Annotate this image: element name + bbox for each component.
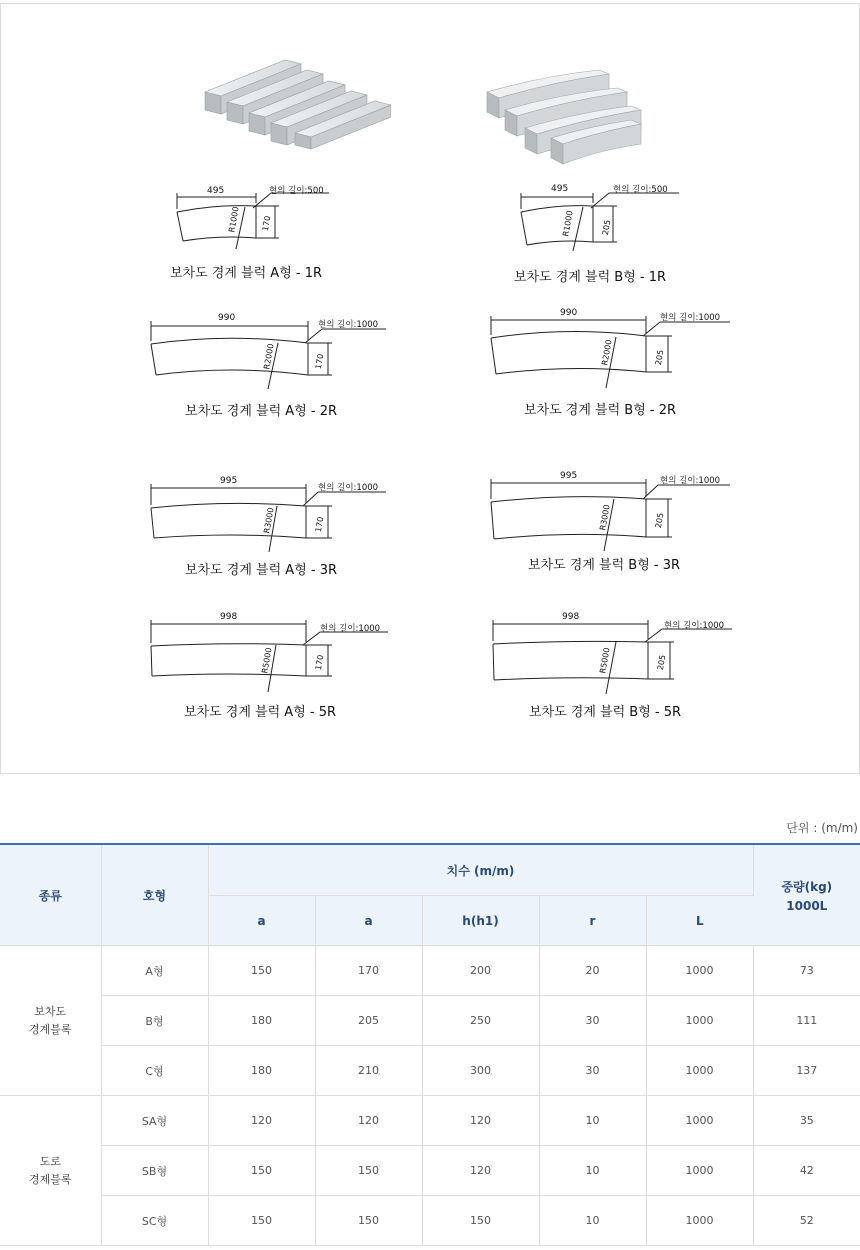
table-row <box>0 1046 860 1096</box>
cell-weight: 42 <box>753 1146 860 1196</box>
cell-a2: 150 <box>315 1196 422 1246</box>
group-name-line2: 경계블록 <box>28 1022 72 1036</box>
cell-a1: 180 <box>208 1046 315 1096</box>
dim-height: 205 <box>655 654 668 671</box>
dim-chord-length-note: 현의 길이:1000 <box>320 624 381 634</box>
header-weight <box>753 844 860 946</box>
cell-r: 30 <box>539 996 646 1046</box>
caption-a-5r: 보차도 경계 블럭 A형 - 5R <box>184 705 337 720</box>
table-row <box>0 1196 860 1246</box>
caption-b-1r: 보차도 경계 블럭 B형 - 1R <box>514 270 667 285</box>
cell-a1: 150 <box>208 1146 315 1196</box>
caption-a-3r: 보차도 경계 블럭 A형 - 3R <box>185 563 338 578</box>
dim-radius: R5000 <box>598 646 612 675</box>
caption-a-1r: 보차도 경계 블럭 A형 - 1R <box>170 266 323 281</box>
drawing-a-2r <box>146 309 396 389</box>
group-name-line1: 보차도 <box>34 1004 67 1018</box>
dim-radius: R1000 <box>227 205 241 234</box>
figure-panel <box>0 3 860 774</box>
dim-height: 205 <box>653 349 666 366</box>
cell-a2: 170 <box>315 946 422 996</box>
caption-a-2r: 보차도 경계 블럭 A형 - 2R <box>185 404 338 419</box>
table-row <box>0 1146 860 1196</box>
cell-r: 20 <box>539 946 646 996</box>
drawing-b-1r-graphic <box>511 179 701 249</box>
dim-chord-length-note: 현의 길이:1000 <box>318 483 379 493</box>
table-row <box>0 996 860 1046</box>
cell-h: 200 <box>422 946 539 996</box>
group-name-line1: 도로 <box>39 1154 61 1168</box>
cell-r: 10 <box>539 1096 646 1146</box>
cell-a2: 120 <box>315 1096 422 1146</box>
dim-chord-length-note: 현의 길이:500 <box>269 186 324 196</box>
cell-weight: 137 <box>753 1046 860 1096</box>
dim-radius: R2000 <box>262 342 276 371</box>
cell-a2: 150 <box>315 1146 422 1196</box>
header-type: 종류 <box>0 844 101 946</box>
cell-l: 1000 <box>646 1096 753 1146</box>
cell-a2: 210 <box>315 1046 422 1096</box>
dim-chord: 990 <box>560 308 578 318</box>
caption-b-2r: 보차도 경계 블럭 B형 - 2R <box>524 403 677 418</box>
cell-model: C형 <box>101 1046 208 1096</box>
caption-b-5r: 보차도 경계 블럭 B형 - 5R <box>529 705 682 720</box>
header-dimensions: 치수 (m/m) <box>208 844 753 896</box>
unit-label: 단위 : (m/m) <box>786 821 858 835</box>
cell-h: 120 <box>422 1096 539 1146</box>
header-dim-h: h(h1) <box>422 896 539 946</box>
cell-h: 300 <box>422 1046 539 1096</box>
cell-r: 30 <box>539 1046 646 1096</box>
caption-b-3r: 보차도 경계 블럭 B형 - 3R <box>528 558 681 573</box>
dim-chord-length-note: 현의 길이:1000 <box>660 313 721 323</box>
group-cell <box>0 1096 101 1246</box>
cell-l: 1000 <box>646 1196 753 1246</box>
dim-chord: 495 <box>551 184 569 194</box>
drawing-a-1r <box>161 179 351 249</box>
cell-l: 1000 <box>646 1046 753 1096</box>
dim-height: 205 <box>600 219 613 236</box>
header-model: 호형 <box>101 844 208 946</box>
drawing-b-1r <box>511 179 701 249</box>
dim-height: 170 <box>313 516 326 533</box>
header-weight-line1: 중량(kg) <box>781 879 833 894</box>
table-row <box>0 1096 860 1146</box>
dim-chord-length-note: 현의 길이:1000 <box>664 621 725 631</box>
header-dim-a2: a <box>315 896 422 946</box>
cell-model: SA형 <box>101 1096 208 1146</box>
header-weight-line2: 1000L <box>786 898 828 913</box>
table-row <box>0 946 860 996</box>
cell-weight: 35 <box>753 1096 860 1146</box>
dim-radius: R3000 <box>598 503 612 532</box>
drawing-b-3r <box>486 469 736 551</box>
drawing-b-2r <box>486 306 736 388</box>
cell-weight: 73 <box>753 946 860 996</box>
cell-l: 1000 <box>646 996 753 1046</box>
dim-height: 170 <box>313 654 326 671</box>
header-dim-r: r <box>539 896 646 946</box>
cell-r: 10 <box>539 1196 646 1246</box>
cell-l: 1000 <box>646 946 753 996</box>
photo-block-a <box>191 54 391 154</box>
dim-height: 205 <box>653 512 666 529</box>
drawing-a-5r <box>146 612 396 692</box>
cell-a1: 180 <box>208 996 315 1046</box>
cell-weight: 52 <box>753 1196 860 1246</box>
dim-chord: 998 <box>220 612 238 622</box>
dim-chord-length-note: 현의 길이:500 <box>613 185 668 195</box>
dim-radius: R3000 <box>262 506 276 535</box>
header-dim-l: L <box>646 896 753 946</box>
cell-r: 10 <box>539 1146 646 1196</box>
cell-a2: 205 <box>315 996 422 1046</box>
dim-chord: 995 <box>560 471 578 481</box>
dim-radius: R2000 <box>600 338 614 367</box>
dim-chord: 998 <box>562 612 580 622</box>
drawing-a-3r <box>146 474 396 554</box>
dim-radius: R5000 <box>260 646 274 675</box>
cell-h: 250 <box>422 996 539 1046</box>
photo-block-b <box>479 54 649 169</box>
dim-height: 170 <box>260 215 273 232</box>
cell-model: SC형 <box>101 1196 208 1246</box>
dim-chord: 990 <box>218 313 236 323</box>
drawing-b-5r <box>488 612 738 694</box>
header-dim-a1: a <box>208 896 315 946</box>
group-cell <box>0 946 101 1096</box>
cell-h: 150 <box>422 1196 539 1246</box>
dim-chord: 995 <box>220 476 238 486</box>
cell-a1: 150 <box>208 946 315 996</box>
cell-model: B형 <box>101 996 208 1046</box>
cell-model: A형 <box>101 946 208 996</box>
dim-chord-length-note: 현의 길이:1000 <box>318 320 379 330</box>
group-name-line2: 경제블록 <box>28 1172 72 1186</box>
cell-model: SB형 <box>101 1146 208 1196</box>
spec-table <box>0 843 860 1246</box>
cell-l: 1000 <box>646 1146 753 1196</box>
cell-a1: 150 <box>208 1196 315 1246</box>
dim-chord: 495 <box>207 186 225 196</box>
cell-a1: 120 <box>208 1096 315 1146</box>
dim-chord-length-note: 현의 길이:1000 <box>660 476 721 486</box>
cell-h: 120 <box>422 1146 539 1196</box>
cell-weight: 111 <box>753 996 860 1046</box>
dim-height: 170 <box>313 353 326 370</box>
dim-radius: R1000 <box>561 209 575 238</box>
